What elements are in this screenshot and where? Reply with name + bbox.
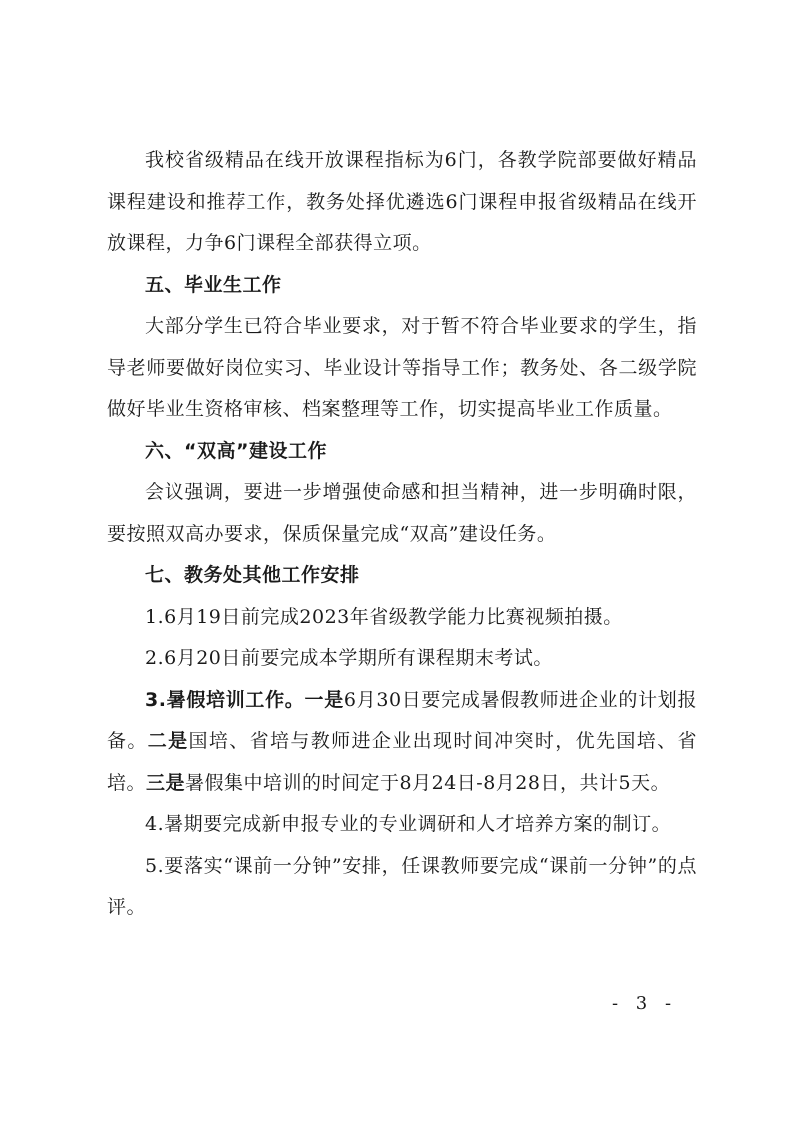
graduate-work-paragraph: 大部分学生已符合毕业要求，对于暂不符合毕业要求的学生，指导老师要做好岗位实习、毕业设计等指导工作；教务处、各二级学院做好毕业生资格审核、档案整理等工作，切实提高毕业工作质量。 <box>107 315 697 420</box>
document-body <box>107 140 697 929</box>
item-5-paragraph: 5.要落实“课前一分钟”安排，任课教师要完成“课前一分钟”的点评。 <box>107 854 697 918</box>
item-2-paragraph: 2.6月20日前要完成本学期所有课程期末考试。 <box>145 647 553 669</box>
double-high-paragraph: 会议强调，要进一步增强使命感和担当精神，进一步明确时限，要按照双高办要求，保质保量完成“双高”建设任务。 <box>107 481 697 545</box>
item-3-paragraph <box>107 680 697 805</box>
section-5-heading: 五、毕业生工作 <box>145 273 282 296</box>
item-4-paragraph: 4.暑期要完成新申报专业的专业调研和人才培养方案的制订。 <box>145 813 672 835</box>
section-7-heading: 七、教务处其他工作安排 <box>145 564 360 586</box>
item-3-second-text: 国培、省培与教师进企业出现时间冲突时，优先国培、省培。 <box>107 730 697 794</box>
page-number: - 3 - <box>612 993 678 1014</box>
course-quota-paragraph: 我校省级精品在线开放课程指标为6门，各教学院部要做好精品课程建设和推荐工作，教务处择优遴选6门课程申报省级精品在线开放课程，力争6门课程全部获得立项。 <box>107 149 697 254</box>
item-3-third-marker: 三是 <box>146 771 186 794</box>
item-3-title: 3.暑假培训工作。 <box>145 688 305 711</box>
item-3-third-text: 暑假集中培训的时间定于8月24日-8月28日，共计5天。 <box>185 771 671 794</box>
item-3-second-marker: 二是 <box>147 730 189 752</box>
section-6-heading: 六、“双高”建设工作 <box>145 439 327 462</box>
item-3-first-marker: 一是 <box>304 688 344 711</box>
item-3-first-text: 6月30日要完成暑假教师进企业的计划报备。 <box>107 688 697 752</box>
item-1-paragraph: 1.6月19日前完成2023年省级教学能力比赛视频拍摄。 <box>145 605 623 628</box>
